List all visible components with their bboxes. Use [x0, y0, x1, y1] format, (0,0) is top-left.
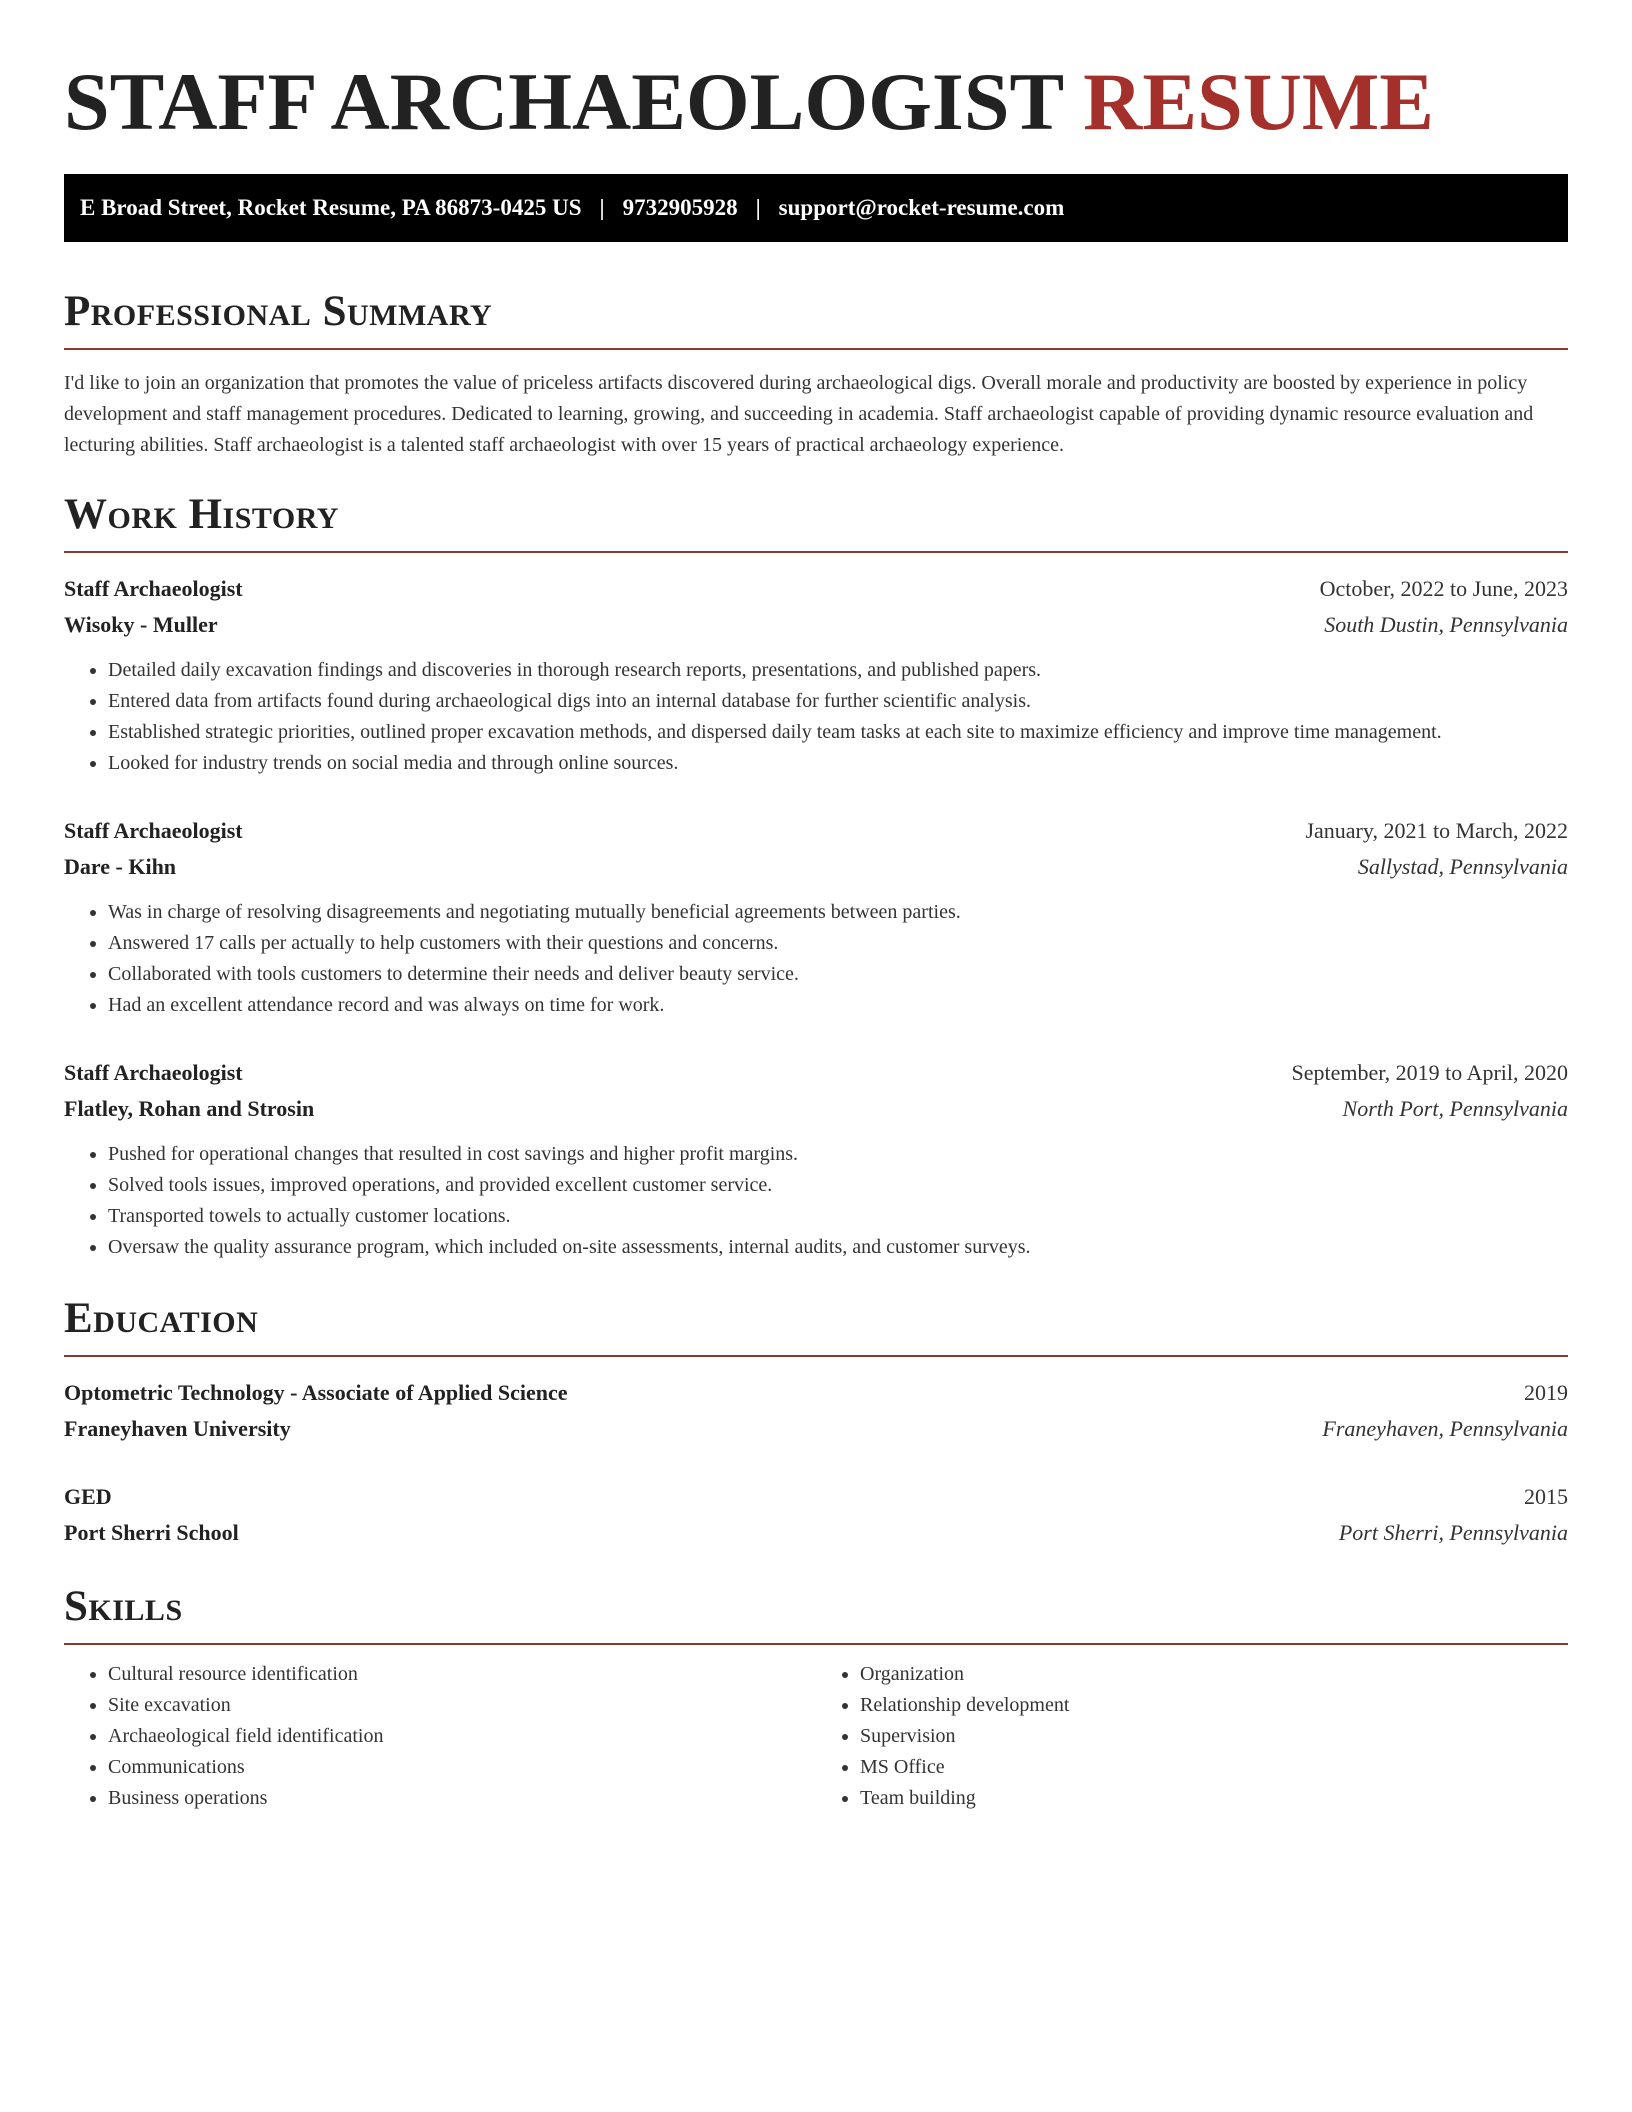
education-school: Port Sherri School — [64, 1520, 239, 1545]
job-bullets — [64, 1139, 1568, 1263]
title-main: STAFF ARCHAEOLOGIST — [64, 56, 1063, 147]
work-history-heading: Work History — [64, 491, 339, 538]
skill-item: • Organization — [860, 1659, 1568, 1690]
job-header-row — [64, 1055, 1568, 1091]
job-dates: October, 2022 to June, 2023 — [1319, 576, 1568, 601]
education-school-row — [64, 1515, 1568, 1551]
education-entry — [64, 1375, 1568, 1447]
job-title: Staff Archaeologist — [64, 576, 243, 601]
skill-item: • Site excavation — [108, 1690, 816, 1721]
skills-list-left — [64, 1659, 816, 1814]
skill-item: • Business operations — [108, 1783, 816, 1814]
job-bullet: • Answered 17 calls per actually to help customers with their questions and concerns. — [108, 928, 1568, 959]
education-section — [64, 1293, 1568, 1551]
job-header-row — [64, 813, 1568, 849]
job-bullet: • Transported towels to actually customer locations. — [108, 1201, 1568, 1232]
section-divider — [64, 1643, 1568, 1645]
job-bullet: • Had an excellent attendance record and was always on time for work. — [108, 990, 1568, 1021]
job-location: South Dustin, Pennsylvania — [1324, 612, 1568, 637]
job-company-row — [64, 1091, 1568, 1127]
education-degree-row — [64, 1479, 1568, 1515]
contact-bar — [64, 174, 1568, 242]
job-company-row — [64, 607, 1568, 643]
education-location: Franeyhaven, Pennsylvania — [1322, 1416, 1568, 1441]
skills-columns — [64, 1659, 1568, 1814]
job-dates: January, 2021 to March, 2022 — [1305, 818, 1568, 843]
job-header-row — [64, 571, 1568, 607]
summary-heading: Professional Summary — [64, 288, 493, 335]
section-divider — [64, 348, 1568, 350]
job-location: North Port, Pennsylvania — [1342, 1096, 1568, 1121]
job-bullet: • Solved tools issues, improved operations, and provided excellent customer service. — [108, 1170, 1568, 1201]
title-accent: RESUME — [1083, 56, 1434, 147]
job-title: Staff Archaeologist — [64, 1060, 243, 1085]
job-company: Flatley, Rohan and Strosin — [64, 1096, 315, 1121]
skill-item: • MS Office — [860, 1752, 1568, 1783]
education-year: 2019 — [1524, 1380, 1568, 1405]
contact-separator: | — [755, 195, 761, 220]
skills-section — [64, 1581, 1568, 1814]
contact-email: support@rocket-resume.com — [778, 195, 1065, 220]
skills-list-right — [816, 1659, 1568, 1814]
job-company: Wisoky - Muller — [64, 612, 218, 637]
skill-item: • Supervision — [860, 1721, 1568, 1752]
work-history-section — [64, 489, 1568, 1263]
education-location: Port Sherri, Pennsylvania — [1338, 1520, 1568, 1545]
contact-separator: | — [599, 195, 605, 220]
job-bullet: • Oversaw the quality assurance program, which included on-site assessments, internal audits, and customer surveys. — [108, 1232, 1568, 1263]
education-school-row — [64, 1411, 1568, 1447]
education-degree: GED — [64, 1484, 112, 1509]
job-entry — [64, 571, 1568, 779]
job-location: Sallystad, Pennsylvania — [1357, 854, 1568, 879]
contact-address: E Broad Street, Rocket Resume, PA 86873-0425 US — [80, 195, 582, 220]
section-divider — [64, 551, 1568, 553]
summary-section — [64, 286, 1568, 461]
job-company: Dare - Kihn — [64, 854, 177, 879]
skill-item: • Communications — [108, 1752, 816, 1783]
job-bullet: • Looked for industry trends on social media and through online sources. — [108, 748, 1568, 779]
job-bullets — [64, 655, 1568, 779]
education-entry — [64, 1479, 1568, 1551]
job-bullet: • Pushed for operational changes that resulted in cost savings and higher profit margins. — [108, 1139, 1568, 1170]
education-degree: Optometric Technology - Associate of Applied Science — [64, 1380, 568, 1405]
contact-phone: 9732905928 — [622, 195, 738, 220]
skills-heading: Skills — [64, 1583, 183, 1630]
education-year: 2015 — [1524, 1484, 1568, 1509]
skill-item: • Team building — [860, 1783, 1568, 1814]
job-bullet: • Detailed daily excavation findings and discoveries in thorough research reports, presentations, and published papers. — [108, 655, 1568, 686]
skill-item: • Relationship development — [860, 1690, 1568, 1721]
job-bullet: • Established strategic priorities, outlined proper excavation methods, and dispersed daily team tasks at each site to maximize efficiency and improve time management. — [108, 717, 1568, 748]
job-bullet: • Was in charge of resolving disagreements and negotiating mutually beneficial agreements between parties. — [108, 897, 1568, 928]
job-bullet: • Collaborated with tools customers to determine their needs and deliver beauty service. — [108, 959, 1568, 990]
education-degree-row — [64, 1375, 1568, 1411]
job-dates: September, 2019 to April, 2020 — [1291, 1060, 1568, 1085]
job-title: Staff Archaeologist — [64, 818, 243, 843]
education-heading: Education — [64, 1295, 259, 1342]
job-bullets — [64, 897, 1568, 1021]
job-entry — [64, 1055, 1568, 1263]
job-entry — [64, 813, 1568, 1021]
job-company-row — [64, 849, 1568, 885]
skill-item: • Archaeological field identification — [108, 1721, 816, 1752]
section-divider — [64, 1355, 1568, 1357]
resume-title — [64, 52, 1568, 152]
job-bullet: • Entered data from artifacts found during archaeological digs into an internal database for further scientific analysis. — [108, 686, 1568, 717]
summary-text: I'd like to join an organization that promotes the value of priceless artifacts discovered during archaeological digs. Overall morale and productivity are boosted by experience in policy development and staff management procedures. Dedicated to learning, growing, and succeeding in academia. Staff archaeologist capable of providing dynamic resource evaluation and lecturing abilities. Staff archaeologist is a talented staff archaeologist with over 15 years of practical archaeology experience. — [64, 372, 1534, 456]
education-school: Franeyhaven University — [64, 1416, 291, 1441]
skill-item: • Cultural resource identification — [108, 1659, 816, 1690]
